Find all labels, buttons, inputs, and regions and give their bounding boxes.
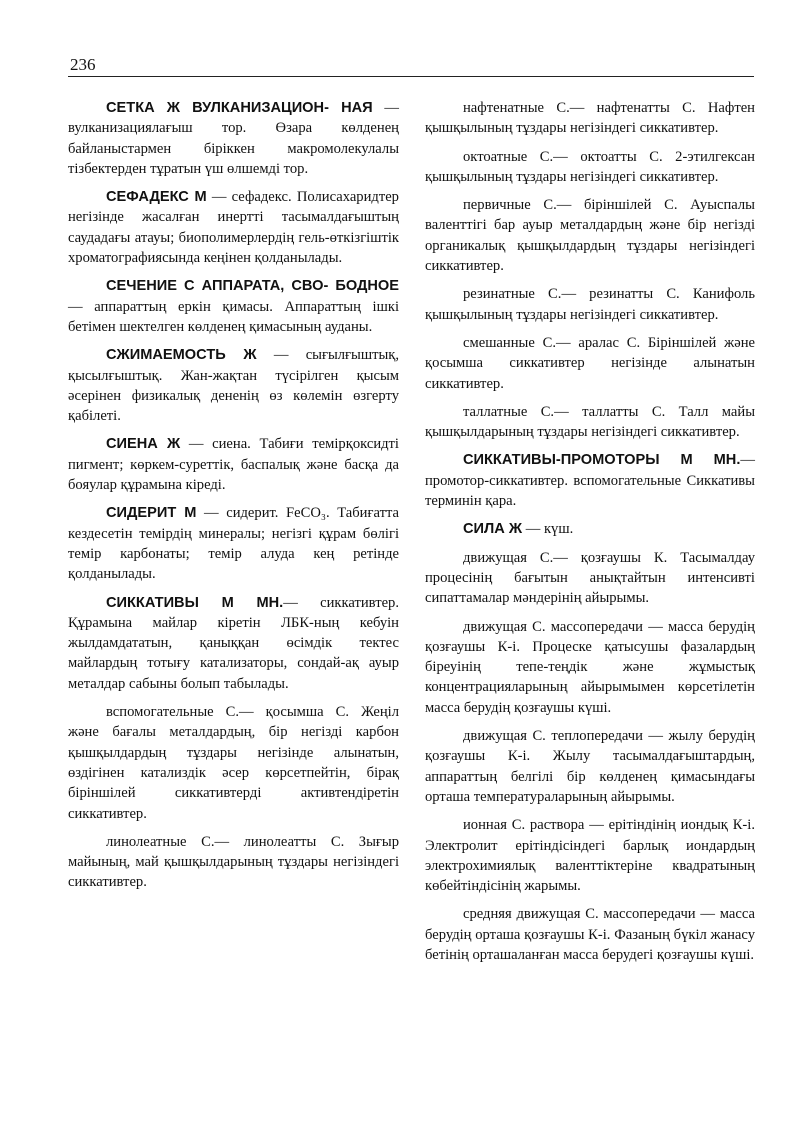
entry-definition: — сидерит. FeCO₃. Табиғатта кездесетін темірдің минералы; негізгі құрам бөлігі темір карбонаты; темір алуда кең ретінде қолданылады. xyxy=(68,505,399,583)
sub-entry xyxy=(425,147,755,188)
entry-headword: СИДЕРИТ М xyxy=(106,505,197,522)
page-number: 236 xyxy=(70,55,96,74)
entry-definition: — күш. xyxy=(522,521,574,538)
entry-definition: нафтенатные С.— нафтенатты С. Нафтен қышқылының тұздары негізіндегі сиккативтер. xyxy=(425,100,755,137)
sub-entry xyxy=(425,904,755,965)
sub-entry xyxy=(68,702,399,824)
right-column xyxy=(425,98,755,973)
dictionary-entry xyxy=(68,503,399,584)
sub-entry xyxy=(425,726,755,807)
entry-definition: — промотор-сиккативтер. вспомогательные Сиккативы терминін қара. xyxy=(425,452,755,510)
entry-definition: смешанные С.— аралас С. Біріншілей және қосымша сиккативтер негізінде алынатын сиккативтер. xyxy=(425,334,755,392)
entry-headword: СЕТКА Ж ВУЛКАНИЗАЦИОН- НАЯ xyxy=(106,100,373,116)
sub-entry xyxy=(425,333,755,394)
entry-definition: октоатные С.— октоатты С. 2-этилгексан қышқылының тұздары негізіндегі сиккативтер. xyxy=(425,148,755,185)
entry-definition: движущая С. теплопередачи — жылу берудің қозғаушы К-і. Жылу тасымалдағыштардың, аппараттың белгілі бір көлденең қимасындағы орташа температураларының айырымы. xyxy=(425,728,755,805)
dictionary-entry xyxy=(68,345,399,426)
entry-headword: СИККАТИВЫ-ПРОМОТОРЫ М МН. xyxy=(463,452,741,469)
dictionary-entry xyxy=(425,450,755,511)
entry-definition: ионная С. раствора — ерітіндінің иондық К-і. Электролит ерітіндісіндегі барлық иондардың электрохимиялық валенттіктеріне квадратының көбейтіндісінің жарымы. xyxy=(425,817,755,895)
dictionary-entry xyxy=(425,519,755,539)
entry-definition: вспомогательные С.— қосымша С. Жеңіл және бағалы металдардың, бір негізді карбон қышқылдардың тұздары негізінде алынатын, өздігінен катализдік әсер көрсетпейтін, бірақ біріншілей сиккативтерді активтендіретін сиккативтер. xyxy=(68,704,399,822)
entry-definition: резинатные С.— резинатты С. Канифоль қышқылының тұздары негізіндегі сиккативтер. xyxy=(425,286,755,323)
dictionary-entry xyxy=(68,98,399,179)
sub-entry xyxy=(425,284,755,325)
entry-definition: — сефадекс. Полисахаридтер негізінде жасалған инертті тасымалдағыштың саудадағы атауы; биополимерлердің гель-өткізгіштік хроматографиясында кеңінен қолданылады. xyxy=(68,189,399,267)
entry-definition: — аппараттың еркін қимасы. Аппараттың ішкі бетімен шектелген көлденең қимасының ауданы. xyxy=(68,298,399,335)
entry-headword: СЕЧЕНИЕ С АППАРАТА, СВО- БОДНОЕ xyxy=(106,278,399,295)
entry-headword: СЕФАДЕКС М xyxy=(106,189,207,206)
dictionary-entry xyxy=(68,593,399,694)
dictionary-entry xyxy=(68,434,399,495)
dictionary-entry xyxy=(68,187,399,268)
header-rule xyxy=(68,76,754,77)
entry-definition: линолеатные С.— линолеатты С. Зығыр майының, май қышқылдарының тұздары негізіндегі сиккативтер. xyxy=(68,833,399,891)
entry-definition: — сиена. Табиғи темірқоксидті пигмент; көркем-суреттік, баспалық және басқа да бояулар құрамына кіреді. xyxy=(68,436,399,494)
entry-definition: — сығылғыштық, қысылғыштық. Жан-жақтан түсірілген қысым әсерінен физикалық дененің өз көлемін өзгерту қабілеті. xyxy=(68,347,399,425)
dictionary-entry xyxy=(68,276,399,337)
sub-entry xyxy=(425,815,755,896)
entry-definition: таллатные С.— таллатты С. Талл майы қышқылдарының тұздары негізіндегі сиккативтер. xyxy=(425,403,755,441)
entry-headword: СИККАТИВЫ М МН. xyxy=(106,594,284,611)
entry-definition: движущая С.— қозғаушы К. Тасымалдау процесінің бағытын анықтайтын интенсивті сипаттамалар мәндерінің айырымы. xyxy=(425,549,755,607)
entry-definition: средняя движущая С. массопередачи — масса берудің орташа қозғаушы К-і. Фазаның бүкіл жанасу бетінің орташаланған масса берудегі қозғаушы күші. xyxy=(425,906,755,963)
sub-entry xyxy=(68,832,399,893)
entry-headword: СЖИМАЕМОСТЬ Ж xyxy=(106,347,257,364)
entry-definition: движущая С. массопередачи — масса берудің қозғаушы К-і. Процеске қатысушы фазалардың біреуінің тепе-теңдік және жұмыстық концентрацияларының айырымымен көрсетілетін масса берудің қозғаушы күші. xyxy=(425,618,755,716)
sub-entry xyxy=(425,548,755,609)
sub-entry xyxy=(425,195,755,276)
sub-entry xyxy=(425,98,755,139)
entry-headword: СИЕНА Ж xyxy=(106,436,181,453)
entry-definition: первичные С.— біріншілей С. Ауыспалы валенттігі бар ауыр металдардың және бір негізді органикалық қышқылдардың тұздары негізіндегі сиккативтер. xyxy=(425,197,755,275)
sub-entry xyxy=(425,402,755,443)
left-column xyxy=(68,98,399,901)
entry-headword: СИЛА Ж xyxy=(463,521,523,538)
entry-definition: — вулканизациялағыш тор. Өзара көлденең байланыстармен біріккен макромолекулалы тізбектерден тұратын үш өлшемді тор. xyxy=(68,100,399,177)
entry-definition: — сиккативтер. Құрамына майлар кіретін ЛБК-ның кебуін жылдамдататын, қаныққан өсімдік тектес майлардың тотығу катализаторы, сондай-ақ ауыр металдар сабыны болып табылады. xyxy=(68,594,399,692)
sub-entry xyxy=(425,617,755,718)
